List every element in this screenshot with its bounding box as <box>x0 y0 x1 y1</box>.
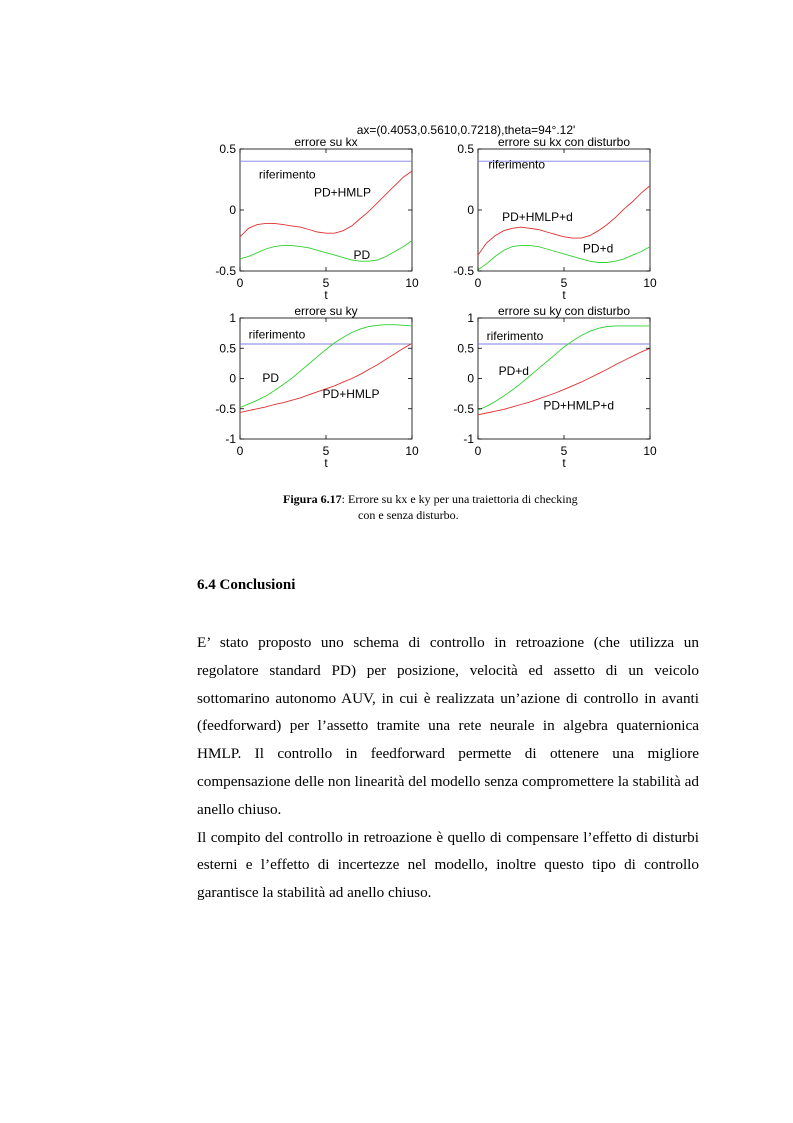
x-axis-label: t <box>324 288 328 302</box>
x-tick-label: 5 <box>322 444 330 458</box>
series-line-pd <box>240 241 412 262</box>
x-tick-label: 5 <box>560 444 568 458</box>
y-tick-label: 0 <box>467 203 474 217</box>
x-axis-label: t <box>562 456 566 470</box>
y-tick-label: 1 <box>229 311 236 325</box>
chart-title: errore su kx <box>294 135 358 149</box>
y-tick-label: 0 <box>467 371 474 386</box>
y-tick-label: 0.5 <box>457 341 474 356</box>
x-tick-label: 0 <box>474 276 482 290</box>
chart-1 <box>215 135 419 302</box>
y-tick-label: 0.5 <box>457 142 474 156</box>
x-tick-label: 5 <box>322 276 330 290</box>
y-tick-label: 0.5 <box>219 341 236 356</box>
x-tick-label: 10 <box>405 444 419 458</box>
series-annotation: PD <box>262 371 280 386</box>
section-title: 6.4 Conclusioni <box>197 577 296 593</box>
y-tick-label: -0.5 <box>453 401 474 416</box>
series-annotation: PD+HMLP+d <box>502 209 573 224</box>
x-tick-label: 0 <box>236 444 244 458</box>
series-annotation: PD+d <box>498 363 529 378</box>
paragraph-2: Il compito del controllo in retroazione è quello di compensare l’effetto di disturbi esterni e l’effetto di incertezze nel modello, inoltre questo tipo di controllo garantisce la stabilità ad anello chiuso. <box>197 828 699 902</box>
y-tick-label: -1 <box>225 432 236 446</box>
y-tick-label: -1 <box>463 432 474 446</box>
x-tick-label: 10 <box>405 276 419 290</box>
series-annotation: PD+HMLP <box>322 386 380 401</box>
series-annotation: PD+d <box>582 241 614 256</box>
x-axis-label: t <box>562 288 566 302</box>
series-annotation: riferimento <box>486 328 544 343</box>
paragraph-1: E’ stato proposto uno schema di controllo in retroazione (che utilizza un regolatore standard PD) per posizione, velocità ed assetto di un veicolo sottomarino autonomo AUV, in cui è realizzata un’azione di controllo in avanti (feedforward) per l’assetto tramite una rete neurale in algebra quaternionica HMLP. Il controllo in feedforward permette di ottenere una migliore compensazione delle non linearità del modello senza compromettere la stabilità ad anello chiuso. <box>197 634 699 818</box>
y-tick-label: 0.5 <box>219 142 236 156</box>
series-annotation: riferimento <box>488 157 546 172</box>
series-annotation: riferimento <box>248 327 306 342</box>
series-annotation: PD+HMLP <box>313 185 371 200</box>
series-annotation: riferimento <box>258 167 316 182</box>
series-annotation: PD <box>353 247 371 262</box>
chart-3 <box>215 304 419 470</box>
y-tick-label: -0.5 <box>215 264 236 278</box>
caption-label: Figura 6.17 <box>283 492 342 506</box>
caption-line-1: : Errore su kx e ky per una traiettoria di checking <box>341 492 578 506</box>
section-body <box>197 629 699 907</box>
x-tick-label: 10 <box>643 276 657 290</box>
chart-title: errore su kx con disturbo <box>497 135 631 149</box>
chart-title: errore su ky con disturbo <box>497 304 631 318</box>
x-tick-label: 10 <box>643 444 657 458</box>
y-tick-label: 0 <box>229 371 236 386</box>
series-annotation: PD+HMLP+d <box>543 398 615 413</box>
y-tick-label: -0.5 <box>453 264 474 278</box>
y-tick-label: 0 <box>229 203 236 217</box>
y-tick-label: 1 <box>467 311 474 325</box>
x-tick-label: 5 <box>560 276 568 290</box>
y-tick-label: -0.5 <box>215 401 236 416</box>
series-line-pd-d <box>478 245 650 269</box>
caption-line-2: con e senza disturbo. <box>358 508 459 522</box>
x-tick-label: 0 <box>236 276 244 290</box>
chart-2 <box>453 135 657 302</box>
chart-4 <box>453 304 657 470</box>
figure <box>0 0 793 480</box>
figure-suptitle: ax=(0.4053,0.5610,0.7218),theta=94°.12' <box>356 123 576 137</box>
x-tick-label: 0 <box>474 444 482 458</box>
x-axis-label: t <box>324 456 328 470</box>
chart-title: errore su ky <box>294 304 358 318</box>
figure-caption <box>283 491 643 523</box>
